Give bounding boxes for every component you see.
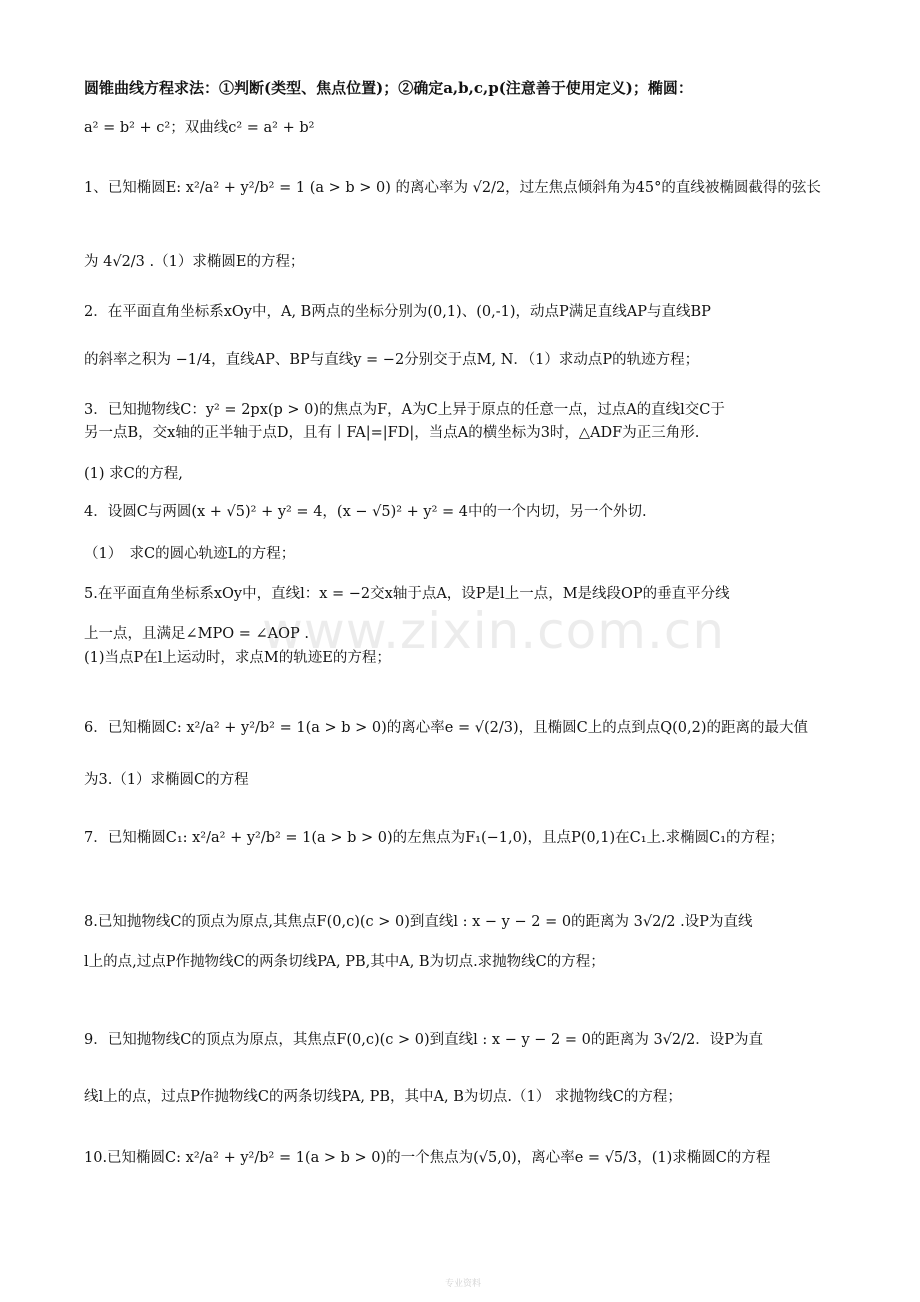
problem-3-line-2: 另一点B，交x轴的正半轴于点D，且有丨FA|=|FD|，当点A的横坐标为3时，△ADF为正三角形.: [84, 425, 700, 441]
watermark: www.zixin.com.cn: [262, 602, 726, 660]
problem-4-line-2: （1） 求C的圆心轨迹L的方程；: [84, 546, 296, 562]
problem-7-line-1: 7．已知椭圆C₁: x²/a² + y²/b² = 1(a > b > 0)的左焦点为F₁(−1,0)，且点P(0,1)在C₁上.求椭圆C₁的方程；: [84, 830, 785, 846]
problem-3-line-1: 3．已知抛物线C：y² = 2px(p > 0)的焦点为F，A为C上异于原点的任意一点，过点A的直线l交C于: [84, 402, 725, 418]
problem-1-line-2: 为 4√2/3 .（1）求椭圆E的方程；: [84, 254, 305, 270]
problem-8-line-2: l上的点,过点P作抛物线C的两条切线PA, PB,其中A, B为切点.求抛物线C的方程；: [84, 954, 605, 970]
problem-4-line-1: 4．设圆C与两圆(x + √5)² + y² = 4，(x − √5)² + y² = 4中的一个内切，另一个外切.: [84, 504, 647, 520]
problem-9-line-1: 9．已知抛物线C的顶点为原点，其焦点F(0,c)(c > 0)到直线l : x − y − 2 = 0的距离为 3√2/2．设P为直: [84, 1032, 764, 1048]
problem-5-line-1: 5.在平面直角坐标系xOy中，直线l：x = −2交x轴于点A，设P是l上一点，M是线段OP的垂直平分线: [84, 586, 730, 602]
problem-6-line-2: 为3.（1）求椭圆C的方程: [84, 772, 249, 788]
problem-5-line-3: (1)当点P在l上运动时，求点M的轨迹E的方程；: [84, 650, 391, 666]
problem-10-line-1: 10.已知椭圆C: x²/a² + y²/b² = 1(a > b > 0)的一个焦点为(√5,0)，离心率e = √5/3，(1)求椭圆C的方程: [84, 1150, 771, 1166]
problem-8-line-1: 8.已知抛物线C的顶点为原点,其焦点F(0,c)(c > 0)到直线l : x − y − 2 = 0的距离为 3√2/2 .设P为直线: [84, 914, 753, 930]
problem-3-line-3: (1) 求C的方程,: [84, 466, 183, 482]
problem-2-line-2: 的斜率之积为 −1/4，直线AP、BP与直线y = −2分别交于点M, N．（1）求动点P的轨迹方程；: [84, 352, 700, 368]
header-line-2: a² = b² + c²；双曲线c² = a² + b²: [84, 120, 315, 136]
problem-5-line-2: 上一点，且满足∠MPO = ∠AOP .: [84, 626, 309, 642]
problem-2-line-1: 2．在平面直角坐标系xOy中，A, B两点的坐标分别为(0,1)、(0,‑1)，动点P满足直线AP与直线BP: [84, 304, 711, 320]
problem-6-line-1: 6．已知椭圆C: x²/a² + y²/b² = 1(a > b > 0)的离心率e = √(2/3)，且椭圆C上的点到点Q(0,2)的距离的最大值: [84, 720, 808, 736]
problem-1-line-1: 1、已知椭圆E: x²/a² + y²/b² = 1 (a > b > 0) 的离心率为 √2/2，过左焦点倾斜角为45°的直线被椭圆截得的弦长: [84, 180, 821, 196]
header-line-1: 圆锥曲线方程求法：①判断(类型、焦点位置)；②确定a,b,c,p(注意善于使用定义)；椭圆：: [84, 79, 693, 97]
footer-mark: 专业资料: [445, 1279, 482, 1289]
problem-9-line-2: 线l上的点，过点P作抛物线C的两条切线PA, PB，其中A, B为切点.（1） 求抛物线C的方程；: [84, 1089, 682, 1105]
